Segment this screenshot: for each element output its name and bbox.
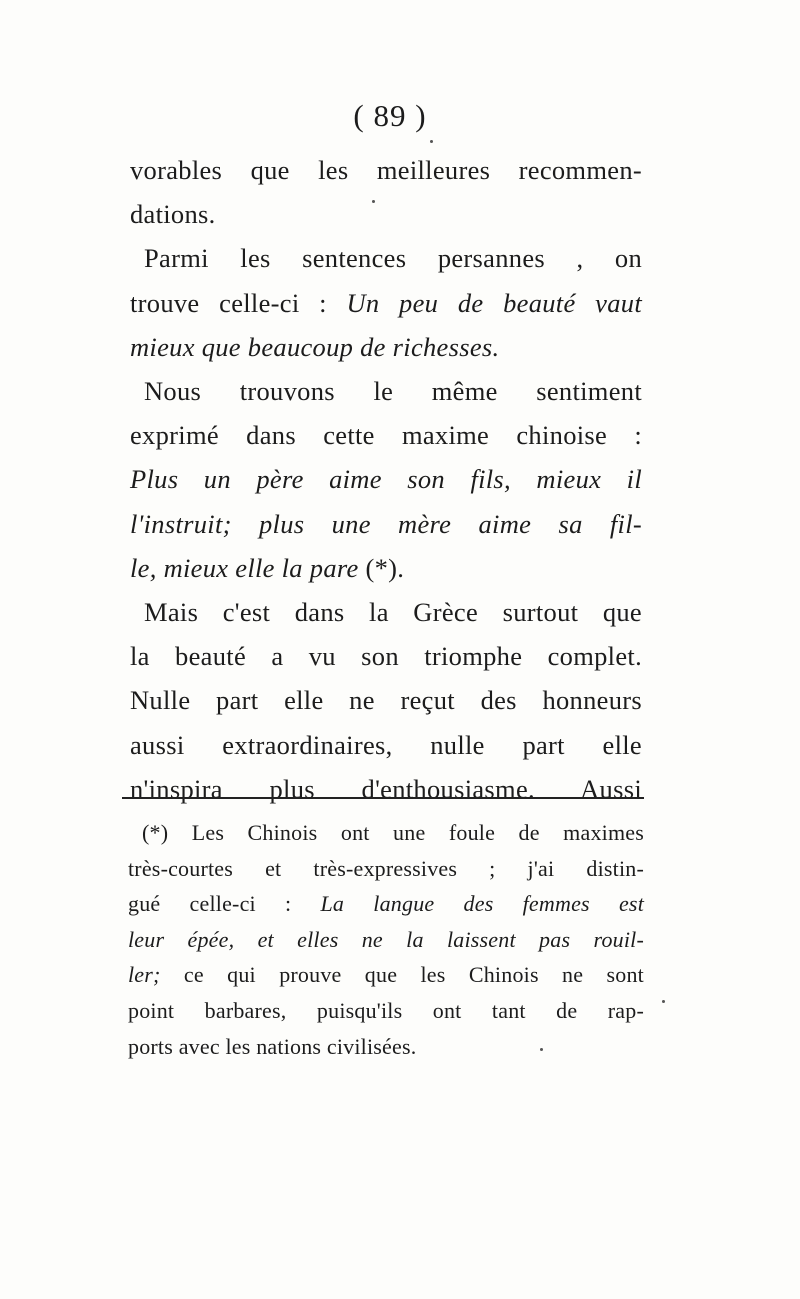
paragraph-line: n'inspira plus d'enthousiasme. Aussi — [130, 773, 642, 804]
footnote-line: ports avec les nations civilisées. — [128, 1033, 417, 1059]
italic-quote-line: Plus un père aime son fils, mieux il — [130, 464, 642, 495]
italic-quote-line: leur épée, et elles ne la laissent pas rouil- — [128, 926, 644, 952]
paragraph-line: aussi extraordinaires, nulle part elle — [130, 729, 642, 760]
print-speck — [430, 140, 433, 143]
italic-quote: Un peu de beauté vaut — [346, 287, 642, 318]
paragraph-line: exprimé dans cette maxime chinoise : — [130, 420, 642, 451]
italic-quote: ler; — [128, 962, 161, 988]
footnote-divider — [122, 797, 644, 799]
italic-quote: le, mieux elle la pare — [130, 552, 359, 583]
paragraph-line: Nous trouvons le même sentiment — [144, 376, 642, 407]
text-line: dations. — [130, 199, 216, 230]
footnote-line — [128, 957, 644, 993]
footnote-line: point barbares, puisqu'ils ont tant de rap- — [128, 997, 644, 1023]
print-speck — [372, 200, 375, 203]
plain-text: trouve celle-ci : — [130, 287, 327, 318]
italic-quote-line: mieux que beaucoup de richesses. — [130, 331, 500, 362]
footnote-line: (*) Les Chinois ont une foule de maximes — [142, 820, 644, 845]
paragraph-line: la beauté a vu son triomphe complet. — [130, 641, 642, 672]
footnote — [128, 815, 644, 1064]
paragraph-line: Nulle part elle ne reçut des honneurs — [130, 685, 642, 716]
italic-quote: La langue des femmes est — [320, 891, 645, 917]
paragraph-line: Parmi les sentences persannes , on — [144, 243, 642, 274]
print-speck — [662, 1000, 665, 1003]
footnote-line — [128, 886, 644, 922]
paragraph-line: Mais c'est dans la Grèce surtout que — [144, 597, 642, 628]
plain-text: gué celle-ci : — [128, 891, 292, 917]
plain-text: ce qui prouve que les Chinois ne sont — [160, 962, 644, 988]
paragraph-line — [130, 281, 642, 325]
paragraph-line — [130, 546, 642, 590]
main-text — [130, 148, 642, 811]
footnote-line: très-courtes et très-expressives ; j'ai distin- — [128, 855, 644, 881]
text-line: vorables que les meilleures recommen- — [130, 155, 642, 185]
print-speck — [540, 1048, 543, 1051]
page-number: ( 89 ) — [353, 98, 427, 133]
italic-quote-line: l'instruit; plus une mère aime sa fil- — [130, 508, 642, 539]
footnote-reference: (*). — [358, 552, 405, 583]
